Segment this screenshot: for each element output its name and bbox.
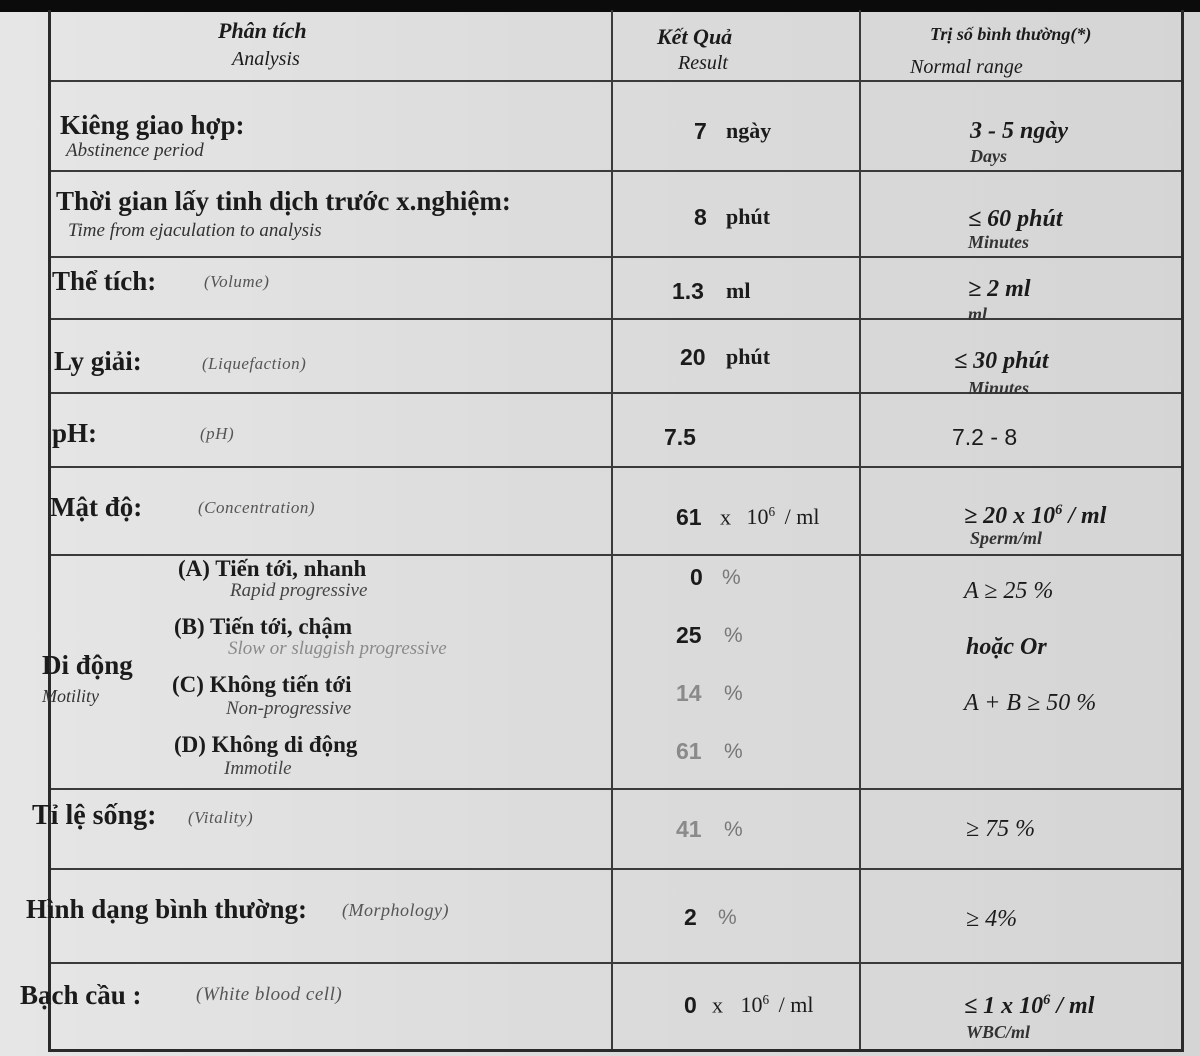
row-divider	[51, 868, 1181, 870]
concentration-unit	[720, 504, 819, 530]
vitality-value: 41	[676, 816, 702, 842]
volume-value: 1.3	[672, 278, 704, 304]
ph-label-en: (pH)	[200, 424, 235, 443]
liquefaction-range-unit: Minutes	[968, 378, 1030, 398]
header-result-vn: Kết Quả	[657, 24, 733, 49]
wbc-range-unit: WBC/ml	[966, 1022, 1031, 1042]
motility-b-label: (B) Tiến tới, chậm	[174, 614, 353, 639]
header-analysis-vn: Phân tích	[218, 18, 307, 43]
motility-a-label: (A) Tiến tới, nhanh	[178, 556, 367, 581]
motility-range-1: A ≥ 25 %	[964, 578, 1054, 604]
volume-range: ≥ 2 ml	[968, 276, 1031, 302]
time-unit: phút	[726, 204, 771, 229]
row-divider	[51, 170, 1181, 172]
vitality-range: ≥ 75 %	[966, 816, 1036, 842]
ph-value: 7.5	[664, 424, 696, 450]
concentration-unit-x: x	[720, 504, 731, 530]
wbc-range-tail: / ml	[1050, 993, 1095, 1019]
abstinence-label-en: Abstinence period	[66, 140, 204, 161]
row-divider	[51, 962, 1181, 964]
motility-b-sub: Slow or sluggish progressive	[228, 638, 447, 659]
motility-d-value: 61	[676, 738, 702, 764]
motility-b-unit: %	[724, 624, 743, 647]
volume-label-en: (Volume)	[204, 272, 270, 291]
column-divider-range	[859, 10, 861, 1049]
concentration-range-prefix: ≥ 20 x 10	[964, 503, 1056, 529]
concentration-range-unit: Sperm/ml	[970, 528, 1043, 548]
concentration-number: 61	[676, 504, 702, 530]
volume-label: Thể tích:	[52, 266, 157, 296]
motility-c-sub: Non-progressive	[226, 698, 352, 719]
morphology-label: Hình dạng bình thường:	[26, 894, 308, 924]
wbc-unit	[712, 992, 813, 1018]
motility-d-sub: Immotile	[224, 758, 292, 779]
row-divider	[51, 318, 1181, 320]
row-divider	[51, 788, 1181, 790]
header-range-vn: Trị số bình thường(*)	[930, 24, 1092, 44]
morphology-label-en: (Morphology)	[342, 900, 449, 920]
header-divider	[51, 80, 1181, 82]
wbc-range-exp: 6	[1043, 992, 1051, 1008]
liquefaction-range: ≤ 30 phút	[954, 348, 1049, 374]
liquefaction-label-en: (Liquefaction)	[202, 354, 307, 373]
wbc-unit-tail: / ml	[778, 992, 814, 1018]
column-divider-result	[611, 10, 613, 1049]
motility-label-en: Motility	[42, 686, 99, 706]
time-label-en: Time from ejaculation to analysis	[68, 220, 322, 241]
concentration-unit-base: 10	[746, 504, 769, 530]
motility-a-unit: %	[722, 566, 741, 589]
concentration-value	[676, 504, 702, 531]
concentration-unit-tail: / ml	[784, 504, 820, 530]
abstinence-label: Kiêng giao hợp:	[60, 110, 245, 140]
header-result-en: Result	[678, 52, 728, 74]
morphology-value: 2	[684, 904, 697, 930]
wbc-unit-x: x	[712, 992, 723, 1018]
liquefaction-unit: phút	[726, 344, 771, 369]
motility-b-value: 25	[676, 622, 702, 648]
motility-c-value: 14	[676, 680, 702, 706]
morphology-unit: %	[718, 906, 737, 929]
concentration-range-tail: / ml	[1062, 503, 1107, 529]
motility-d-label: (D) Không di động	[174, 732, 358, 757]
header-analysis-en: Analysis	[232, 48, 300, 70]
liquefaction-value: 20	[680, 344, 706, 370]
volume-range-unit: ml	[968, 304, 988, 324]
abstinence-range-unit: Days	[970, 146, 1007, 166]
motility-a-sub: Rapid progressive	[230, 580, 368, 601]
time-label: Thời gian lấy tinh dịch trước x.nghiệm:	[56, 186, 511, 216]
concentration-unit-exp: 6	[768, 504, 776, 519]
motility-range-3: A + B ≥ 50 %	[964, 690, 1097, 716]
vitality-label: Tỉ lệ sống:	[32, 800, 157, 831]
vitality-unit: %	[724, 818, 743, 841]
motility-d-unit: %	[724, 740, 743, 763]
motility-c-label: (C) Không tiến tới	[172, 672, 352, 697]
volume-unit: ml	[726, 278, 751, 303]
time-value: 8	[694, 204, 707, 230]
ph-label: pH:	[52, 418, 98, 448]
vitality-label-en: (Vitality)	[188, 808, 254, 827]
liquefaction-label: Ly giải:	[54, 346, 142, 376]
ph-range: 7.2 - 8	[952, 424, 1018, 450]
abstinence-unit: ngày	[726, 118, 772, 143]
wbc-value	[684, 992, 697, 1019]
motility-c-unit: %	[724, 682, 743, 705]
wbc-range-prefix: ≤ 1 x 10	[964, 993, 1044, 1019]
wbc-unit-base: 10	[740, 992, 763, 1018]
row-divider	[51, 256, 1181, 258]
header-range-en: Normal range	[910, 56, 1023, 78]
motility-label: Di động	[42, 650, 133, 680]
concentration-label: Mật độ:	[50, 492, 143, 522]
concentration-label-en: (Concentration)	[198, 498, 316, 517]
time-range: ≤ 60 phút	[968, 206, 1063, 232]
wbc-unit-exp: 6	[762, 992, 770, 1007]
time-range-unit: Minutes	[968, 232, 1030, 252]
wbc-range	[964, 992, 1094, 1020]
wbc-label: Bạch cầu :	[20, 980, 142, 1010]
abstinence-range: 3 - 5 ngày	[970, 118, 1068, 144]
wbc-label-en: (White blood cell)	[196, 984, 343, 1005]
wbc-number: 0	[684, 992, 697, 1018]
abstinence-value: 7	[694, 118, 707, 144]
concentration-range	[964, 502, 1106, 530]
motility-a-value: 0	[690, 564, 703, 590]
motility-range-2: hoặc Or	[966, 634, 1047, 660]
concentration-range-exp: 6	[1055, 502, 1063, 518]
row-divider	[51, 466, 1181, 468]
morphology-range: ≥ 4%	[966, 906, 1018, 932]
